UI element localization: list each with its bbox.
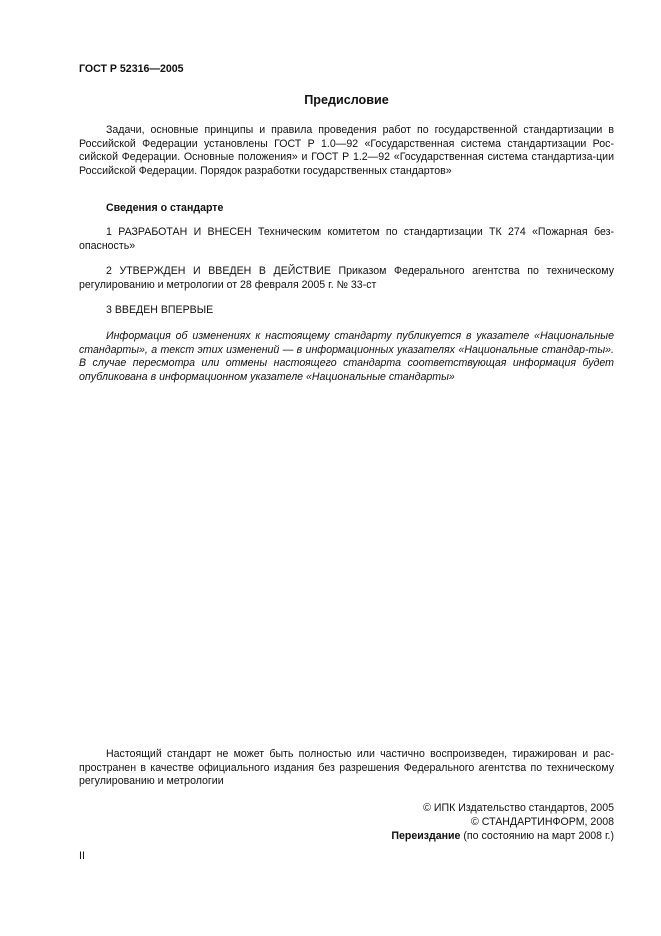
page-number: II — [79, 850, 85, 862]
copyright-block — [300, 801, 614, 844]
copyright-line-1: © ИПК Издательство стандартов, 2005 — [423, 802, 614, 814]
info-item-2: 2 УТВЕРЖДЕН И ВВЕДЕН В ДЕЙСТВИЕ Приказом Федерального агентства по техническому регулированию и метрологии от 28 февраля 2005 г. № 33-ст — [79, 265, 614, 291]
info-item-3: 3 ВВЕДЕН ВПЕРВЫЕ — [106, 304, 214, 316]
reissue-label: Переиздание — [391, 830, 461, 843]
intro-paragraph: Задачи, основные принципы и правила проведения работ по государственной стандартизации в Российской Федерации установлены ГОСТ Р 1.0—92 «Государственная система стандартизации Рос-сийской Федерации. Основные положения» и ГОСТ Р 1.2—92 «Государственная система стандартиза-ции Российской Федерации. Порядок разработки государственных стандартов» — [79, 124, 614, 177]
reissue-line — [300, 829, 614, 843]
page-title: Предисловие — [304, 93, 389, 107]
info-item-1: 1 РАЗРАБОТАН И ВНЕСЕН Техническим комитетом по стандартизации ТК 274 «Пожарная без-опасность» — [79, 226, 614, 252]
document-code-header: ГОСТ Р 52316—2005 — [79, 63, 184, 75]
info-heading: Сведения о стандарте — [106, 202, 224, 214]
info-note-paragraph: Информация об изменениях к настоящему стандарту публикуется в указателе «Национальные стандарты», а текст этих изменений — в информационных указателях «Национальные стандар-ты». В случае пересмотра или отмены настоящего стандарта соответствующая информация будет опубликована в информационном указателе «Национальные стандарты» — [79, 330, 614, 383]
copyright-line-2: © СТАНДАРТИНФОРМ, 2008 — [471, 816, 614, 829]
reissue-note: (по состоянию на март 2008 г.) — [463, 830, 614, 843]
copyright-notice-paragraph: Настоящий стандарт не может быть полностью или частично воспроизведен, тиражирован и рас-пространен в качестве официального издания без разрешения Федерального агентства по техническому регулированию и метрологии — [79, 748, 614, 788]
